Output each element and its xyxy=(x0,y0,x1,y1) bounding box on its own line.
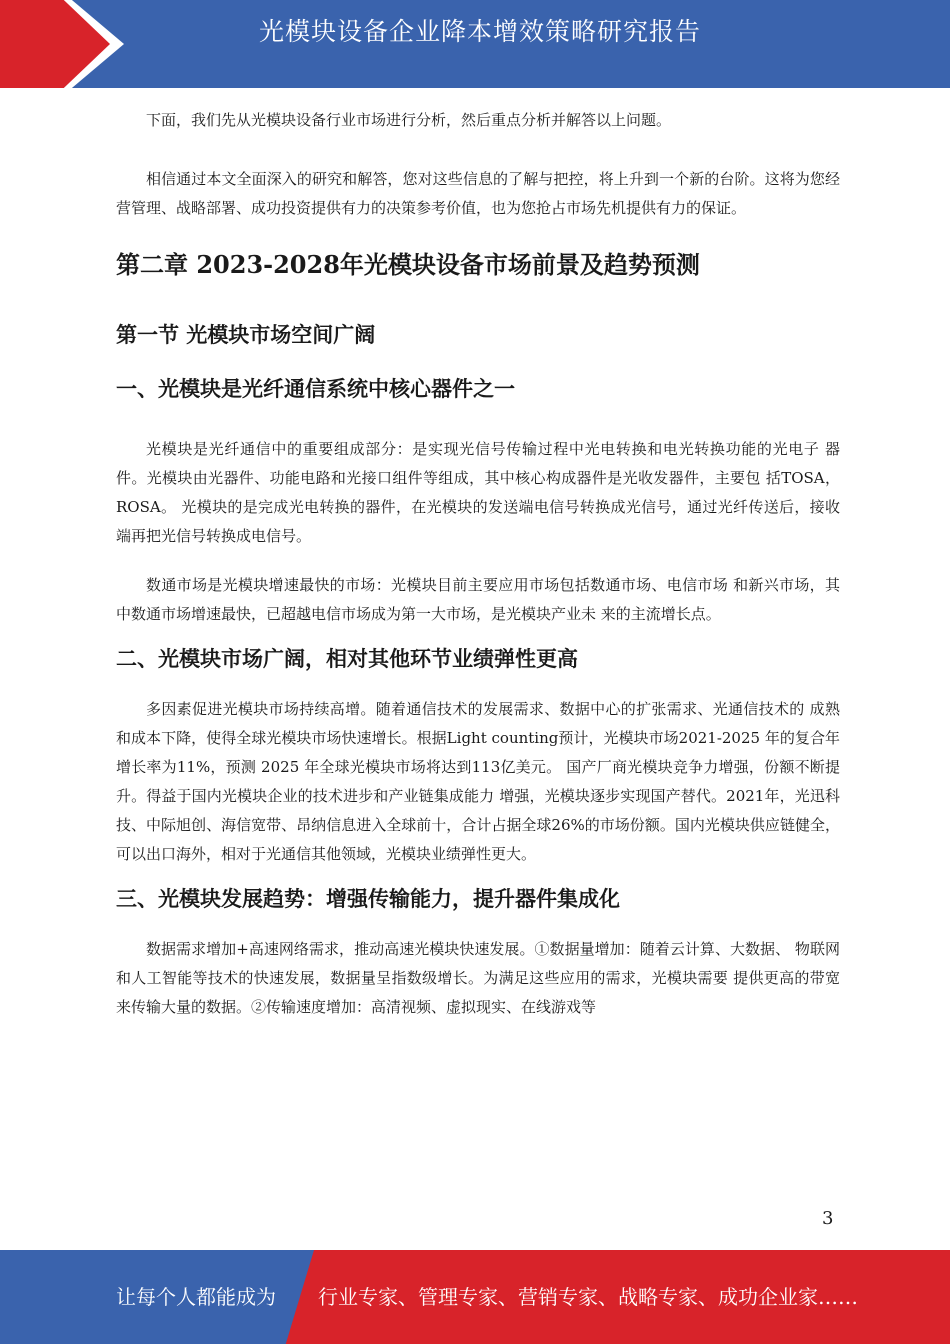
section-title: 第一节 光模块市场空间广阔 xyxy=(116,322,376,347)
footer-slogan-left: 让每个人都能成为 xyxy=(116,1285,276,1309)
header-title: 光模块设备企业降本增效策略研究报告 xyxy=(258,17,701,46)
main-content xyxy=(116,106,840,1022)
subsection-heading-3: 三、光模块发展趋势：增强传输能力，提升器件集成化 xyxy=(116,886,620,911)
chapter-title: 第二章 2023-2028年光模块设备市场前景及趋势预测 xyxy=(116,250,700,279)
subsection-3-paragraph-1: 数据需求增加+高速网络需求，推动高速光模块快速发展。①数据量增加：随着云计算、大数据、 物联网和人工智能等技术的快速发展，数据量呈指数级增长。为满足这些应用的需求，光模块需要 提供更高的带宽来传输大量的数据。②传输速度增加：高清视频、虚拟现实、在线游戏等 xyxy=(116,940,840,1016)
page-number: 3 xyxy=(822,1208,834,1229)
intro-paragraph-2: 相信通过本文全面深入的研究和解答，您对这些信息的了解与把控，将上升到一个新的台阶。这将为您经营管理、战略部署、成功投资提供有力的决策参考价值，也为您抢占市场先机提供有力的保证。 xyxy=(116,170,840,217)
footer-bar xyxy=(0,1250,950,1344)
header-bar xyxy=(0,0,950,88)
subsection-heading-2: 二、光模块市场广阔，相对其他环节业绩弹性更高 xyxy=(116,646,578,671)
subsection-1-paragraph-1: 光模块是光纤通信中的重要组成部分：是实现光信号传输过程中光电转换和电光转换功能的光电子 器件。光模块由光器件、功能电路和光接口组件等组成，其中核心构成器件是光收发器件，主要包 括TOSA，ROSA。 光模块的是完成光电转换的器件，在光模块的发送端电信号转换成光信号，通过光纤传送后，接收 端再把光信号转换成电信号。 xyxy=(116,440,840,545)
intro-paragraph-1: 下面，我们先从光模块设备行业市场进行分析，然后重点分析并解答以上问题。 xyxy=(146,111,672,129)
footer-slogan-right: 行业专家、管理专家、营销专家、战略专家、成功企业家…… xyxy=(318,1285,858,1309)
subsection-2-paragraph-1: 多因素促进光模块市场持续高增。随着通信技术的发展需求、数据中心的扩张需求、光通信技术的 成熟和成本下降，使得全球光模块市场快速增长。根据Light counting预计，光模块市场2021-2025 年的复合年增长率为11%，预测 2025 年全球光模块市场将达到113亿美元。 国产厂商光模块竞争力增强，份额不断提升。得益于国内光模块企业的技术进步和产业链集成能力 增强，光模块逐步实现国产替代。2021年，光迅科技、中际旭创、海信宽带、昂纳信息进入全球前十，合计占据全球26%的市场份额。国内光模块供应链健全，可以出口海外，相对于光通信其他领域，光模块业绩弹性更大。 xyxy=(116,700,840,863)
header-red-arrow xyxy=(0,0,110,88)
subsection-heading-1: 一、光模块是光纤通信系统中核心器件之一 xyxy=(116,376,515,401)
subsection-1-paragraph-2: 数通市场是光模块增速最快的市场：光模块目前主要应用市场包括数通市场、电信市场 和新兴市场，其中数通市场增速最快，已超越电信市场成为第一大市场，是光模块产业未 来的主流增长点。 xyxy=(116,576,840,623)
